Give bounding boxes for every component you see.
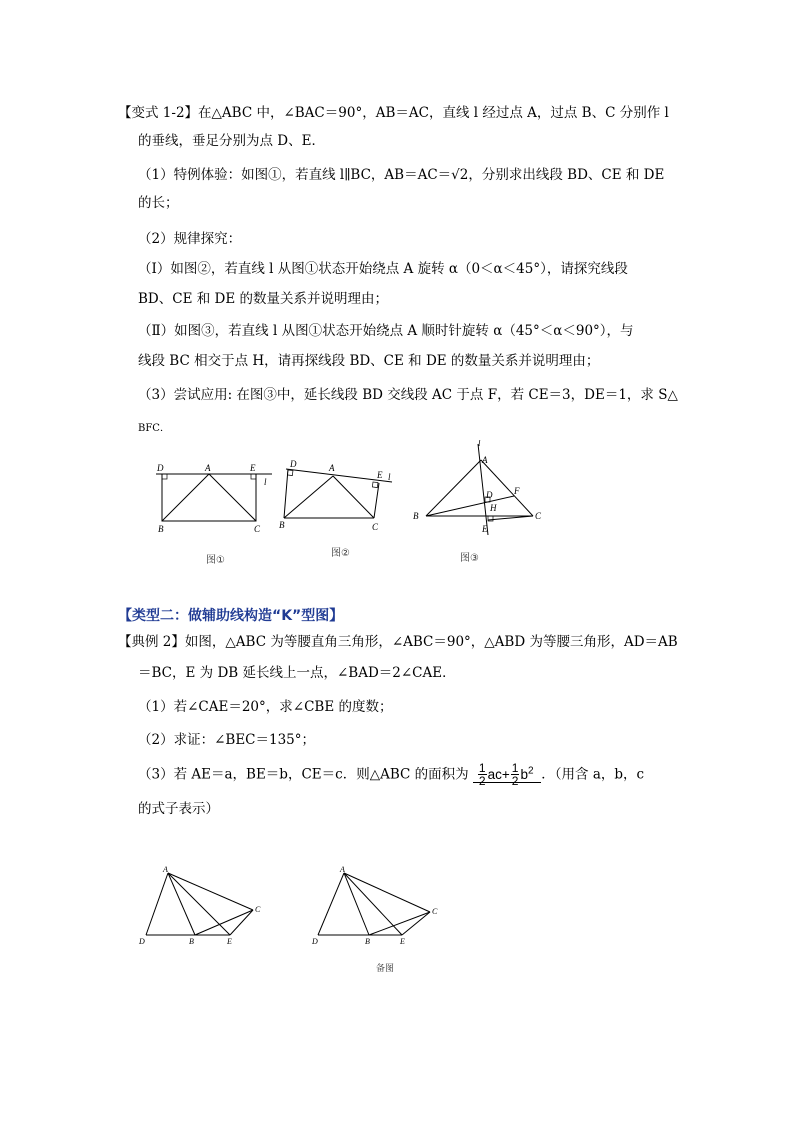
fig5-label-a: A: [340, 865, 345, 874]
fig4-label-d: D: [139, 937, 145, 946]
figure-1: [150, 458, 275, 536]
problem2-header: 【典例 2】: [118, 634, 185, 650]
problem1-line2: 的垂线，垂足分别为点 D、E．: [138, 133, 325, 149]
fig5-label-d: D: [312, 937, 318, 946]
answer-fraction-2: $\frac{1}{2}$: [511, 761, 519, 789]
fig2-label-c: C: [372, 522, 379, 532]
fig4-label-c: C: [255, 905, 261, 914]
figure-2: [276, 458, 401, 536]
problem1-header: 【变式 1-2】: [118, 105, 199, 121]
spare-figure-caption: 备图: [376, 964, 395, 974]
problem2-line2: ＝BC，E 为 DB 延长线上一点，∠BAD＝2∠CAE．: [138, 665, 456, 681]
fig2-label-d: D: [290, 459, 297, 469]
fig1-label-d: D: [157, 463, 164, 473]
fig3-label-b: B: [413, 511, 419, 521]
problem2-q2: （2）求证：∠BEC＝135°；: [138, 732, 316, 748]
fig1-label-l: l: [264, 477, 267, 487]
fig5-label-b: B: [365, 937, 370, 946]
fig3-label-l: l: [478, 440, 481, 448]
problem2-q3-end: 的式子表示）: [138, 801, 219, 817]
problem1-q2: （2）规律探究：: [138, 231, 242, 247]
fig4-label-a: A: [163, 865, 168, 874]
fig2-label-e: E: [377, 470, 383, 480]
problem2-q3: （3）若 AE＝a，BE＝b，CE＝c．则△ABC 的面积为 $\frac{1}{2}$ ac+ $\frac{1}{2}$ $b^2$ ．（用含 a，b，c: [138, 761, 645, 789]
fig1-label-e: E: [250, 463, 256, 473]
fig5-label-c: C: [432, 907, 438, 916]
problem2-q1: （1）若∠CAE＝20°，求∠CBE 的度数；: [138, 699, 393, 715]
figure-2-caption: 图②: [331, 548, 350, 559]
fig2-label-l: l: [388, 472, 391, 482]
fig1-label-b: B: [158, 524, 164, 534]
fig2-label-a: A: [329, 463, 335, 473]
problem1-q1b: 的长；: [138, 195, 179, 211]
section-title: 【类型二：做辅助线构造“K”型图】: [118, 608, 344, 624]
figure-4: [138, 862, 268, 948]
fig4-label-b: B: [189, 937, 194, 946]
fig1-label-a: A: [205, 463, 211, 473]
fig3-label-d: D: [486, 490, 493, 500]
problem1-q2ii-a: （Ⅱ）如图③，若直线 l 从图①状态开始绕点 A 顺时针旋转 α（45°＜α＜90°），与: [138, 323, 634, 339]
problem1-q2i-a: （Ⅰ）如图②，若直线 l 从图①状态开始绕点 A 旋转 α（0＜α＜45°），请探究线段: [138, 261, 628, 277]
fig1-label-c: C: [254, 524, 261, 534]
problem1-q2ii-b: 线段 BC 相交于点 H，请再探线段 BD、CE 和 DE 的数量关系并说明理由；: [138, 353, 600, 369]
fig3-label-c: C: [535, 511, 542, 521]
problem1-line1: 【变式 1-2】在△ABC 中，∠BAC＝90°，AB＝AC，直线 l 经过点 A，过点 B、C 分别作 l: [118, 105, 669, 121]
figure-3-caption: 图③: [460, 553, 479, 564]
fig3-label-h: H: [490, 503, 497, 513]
answer-blank: $\frac{1}{2}$ ac+ $\frac{1}{2}$ $b^2$: [473, 767, 541, 783]
fig3-label-e: E: [482, 524, 488, 534]
fig5-label-e: E: [400, 937, 405, 946]
problem1-q3b: BFC．: [138, 423, 170, 434]
figure-5: [310, 862, 440, 948]
figure-3: [408, 440, 548, 538]
problem1-q2i-b: BD、CE 和 DE 的数量关系并说明理由；: [138, 291, 388, 307]
problem2-line1: 【典例 2】如图，△ABC 为等腰直角三角形，∠ABC＝90°，△ABD 为等腰三角形，AD＝AB: [118, 634, 678, 650]
fig3-label-a: A: [482, 455, 488, 465]
problem1-q1a: （1）特例体验：如图①，若直线 l∥BC，AB＝AC＝√2，分别求出线段 BD、CE 和 DE: [138, 167, 665, 183]
answer-fraction-1: $\frac{1}{2}$: [478, 761, 486, 789]
problem1-q3a: （3）尝试应用: 在图③中，延长线段 BD 交线段 AC 于点 F，若 CE＝3，DE＝1，求 S△: [138, 387, 678, 403]
figure-1-caption: 图①: [206, 555, 225, 566]
fig2-label-b: B: [279, 520, 285, 530]
fig3-label-f: F: [514, 486, 520, 496]
fig4-label-e: E: [227, 937, 232, 946]
